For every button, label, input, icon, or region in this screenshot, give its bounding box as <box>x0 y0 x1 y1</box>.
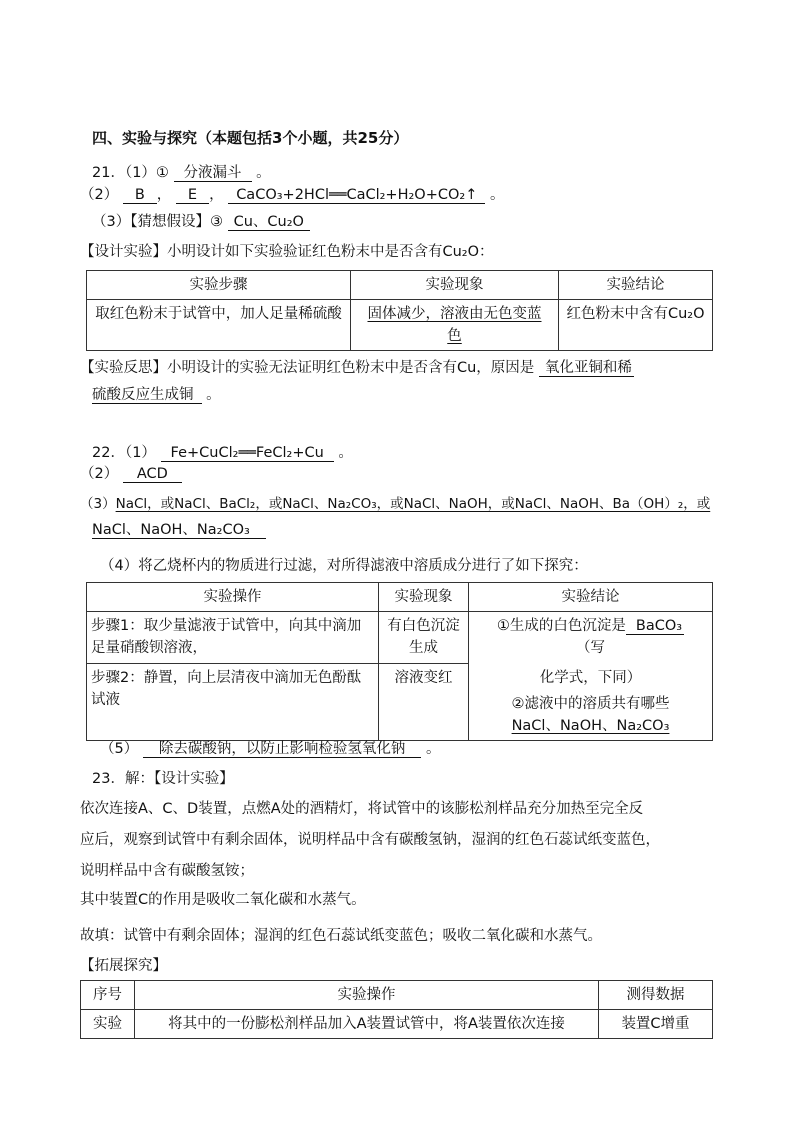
q22-table <box>86 582 713 741</box>
q22-2-prefix: （2） <box>80 466 119 482</box>
q22-line-1 <box>92 441 353 462</box>
q21-2-suffix: 。 <box>489 187 505 203</box>
q21-line-1 <box>92 161 271 182</box>
table-header-row <box>87 271 713 300</box>
section-title: 四、实验与探究（本题包括3个小题，共25分） <box>92 129 409 147</box>
q21-2-answer-b: E <box>176 187 209 204</box>
observation-answer: 固体减少，溶液由无色变蓝色 <box>367 306 542 344</box>
q21-1-prefix: 21．（1）① <box>92 165 169 181</box>
table-cell: 溶液变红 <box>379 664 469 741</box>
reflection-suffix: 。 <box>206 387 221 403</box>
q22-line-5: （4）将乙烧杯内的物质进行过滤，对所得滤液中溶质成分进行了如下探究： <box>100 558 588 574</box>
conclusion-2-prefix: ②滤液中的溶质共有哪些 <box>511 696 670 712</box>
q21-2-answer-a: B <box>123 187 157 204</box>
q22-1-answer: Fe+CuCl₂══FeCl₂+Cu <box>161 445 334 462</box>
table-header: 实验现象 <box>379 583 469 612</box>
table-header-row <box>87 583 713 612</box>
table-row <box>81 1010 713 1039</box>
q22-1-prefix: 22．（1） <box>92 445 156 461</box>
conclusion-1-note-continued: 化学式，下同） <box>539 670 642 686</box>
table-cell <box>469 612 713 741</box>
table-cell: 步骤1：取少量滤液于试管中，向其中滴加足量硝酸钡溶液， <box>87 612 379 664</box>
conclusion-1-prefix: ①生成的白色沉淀是 <box>496 618 626 634</box>
q23-paragraph-line-5: 故填：试管中有剩余固体；湿润的红色石蕊试纸变蓝色；吸收二氧化碳和水蒸气。 <box>80 928 602 944</box>
table-cell: 实验 <box>81 1010 135 1039</box>
conclusion-1-answer: BaCO₃ <box>626 618 684 635</box>
q22-line-2 <box>80 462 182 483</box>
reflection-answer-part-2: 硫酸反应生成铜 <box>92 387 202 404</box>
table-header: 测得数据 <box>599 981 713 1010</box>
table-header: 实验结论 <box>469 583 713 612</box>
table-header: 实验步骤 <box>87 271 351 300</box>
table-cell: 装置C增重 <box>599 1010 713 1039</box>
table-cell <box>351 300 559 351</box>
q23-paragraph-line-3: 说明样品中含有碳酸氢铵； <box>80 863 254 879</box>
reflection-answer-part-1: 氧化亚铜和稀 <box>539 360 634 377</box>
q22-line-3 <box>80 492 710 512</box>
q21-reflection-line-1 <box>80 356 634 377</box>
q22-5-prefix: （5） <box>100 741 139 757</box>
table-cell: 红色粉末中含有Cu₂O <box>559 300 713 351</box>
q21-line-2: （2） B ， E ， CaCO₃+2HCl══CaCl₂+H₂O+CO₂↑ 。 <box>80 187 505 203</box>
q21-3-prefix: （3）【猜想假设】③ <box>92 214 223 230</box>
table-header: 实验现象 <box>351 271 559 300</box>
q21-2-equation: CaCO₃+2HCl══CaCl₂+H₂O+CO₂↑ <box>228 187 485 204</box>
q22-1-suffix: 。 <box>338 445 353 461</box>
table-cell: 步骤2：静置，向上层清夜中滴加无色酚酞试液 <box>87 664 379 741</box>
q22-5-answer: 除去碳酸钠，以防止影响检验氢氧化钠 <box>143 741 422 758</box>
q23-paragraph-line-4: 其中装置C的作用是吸收二氧化碳和水蒸气。 <box>80 892 366 908</box>
q23-table <box>80 980 713 1039</box>
q21-1-suffix: 。 <box>256 165 271 181</box>
table-row <box>87 300 713 351</box>
table-row <box>87 612 713 664</box>
table-header: 实验操作 <box>87 583 379 612</box>
q23-paragraph-line-1: 依次连接A、C、D装置，点燃A处的酒精灯，将试管中的该膨松剂样品充分加热至完全反 <box>80 801 644 817</box>
table-header-row <box>81 981 713 1010</box>
q22-line-4 <box>92 522 266 539</box>
q22-line-6 <box>100 737 440 758</box>
q21-3-answer: Cu、Cu₂O <box>228 214 310 231</box>
q23-paragraph-line-6: 【拓展探究】 <box>80 958 167 974</box>
reflection-prefix: 【实验反思】小明设计的实验无法证明红色粉末中是否含有Cu，原因是 <box>80 360 535 376</box>
q23-paragraph-line-2: 应后，观察到试管中有剩余固体，说明样品中含有碳酸氢钠，湿润的红色石蕊试纸变蓝色， <box>80 832 660 848</box>
table-header: 序号 <box>81 981 135 1010</box>
table-cell: 有白色沉淀生成 <box>379 612 469 664</box>
q21-reflection-line-2 <box>92 383 221 404</box>
table-cell: 取红色粉末于试管中，加人足量稀硫酸 <box>87 300 351 351</box>
conclusion-2-answer: NaCl、NaOH、Na₂CO₃ <box>511 718 670 734</box>
q23-heading: 23．解：【设计实验】 <box>92 771 234 787</box>
table-cell: 将其中的一份膨松剂样品加入A装置试管中，将A装置依次连接 <box>135 1010 599 1039</box>
table-header: 实验结论 <box>559 271 713 300</box>
q21-design-text: 【设计实验】小明设计如下实验验证红色粉末中是否含有Cu₂O： <box>80 244 494 260</box>
table-header: 实验操作 <box>135 981 599 1010</box>
conclusion-1 <box>473 615 708 637</box>
conclusion-1-note: （写 <box>576 640 605 656</box>
q21-1-answer: 分液漏斗 <box>174 165 252 182</box>
q22-3-answer-continued: NaCl、NaOH、Na₂CO₃ <box>92 522 266 539</box>
q22-3-answer: NaCl，或NaCl、BaCl₂，或NaCl、Na₂CO₃，或NaCl、NaOH，或NaCl、NaOH、Ba（OH）₂，或 <box>115 496 711 512</box>
q21-2-prefix: （2） <box>80 187 119 203</box>
q22-3-prefix: （3） <box>80 496 116 512</box>
q21-table <box>86 270 713 351</box>
q22-2-answer: ACD <box>123 466 182 483</box>
q21-line-3 <box>92 210 310 231</box>
q22-5-suffix: 。 <box>425 741 441 757</box>
